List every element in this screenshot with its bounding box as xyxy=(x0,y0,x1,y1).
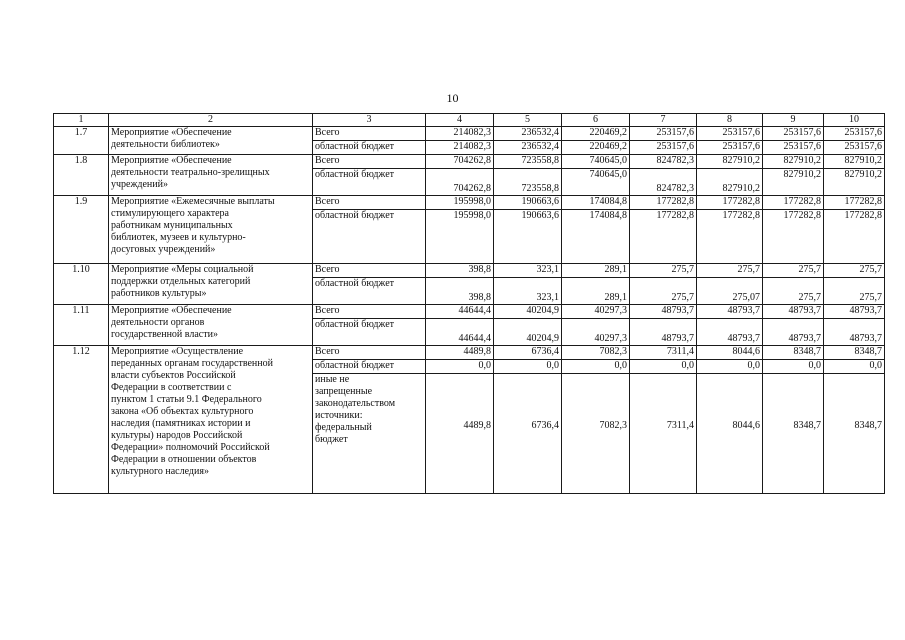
row-name-line: культуры) народов Российской xyxy=(111,430,243,441)
table-row xyxy=(54,155,885,169)
header-cell-2: 2 xyxy=(109,114,313,127)
row-name-line: культурного наследия» xyxy=(111,466,209,477)
header-cell-4: 4 xyxy=(426,114,494,127)
row-name-line: досуговых учреждений» xyxy=(111,244,216,255)
value-cell: 214082,3 xyxy=(426,141,494,155)
value-cell: 177282,8 xyxy=(763,210,824,264)
value-cell: 6736,4 xyxy=(494,374,562,494)
value-cell: 8044,6 xyxy=(697,374,763,494)
table-row xyxy=(54,346,885,360)
source-label-line: федеральный xyxy=(315,422,372,433)
value-cell: 827910,2 xyxy=(824,155,885,169)
source-label: Всего xyxy=(313,305,426,319)
source-label: областной бюджет xyxy=(313,210,426,264)
value-cell: 275,7 xyxy=(630,264,697,278)
row-name-line: Мероприятие «Обеспечение xyxy=(111,155,232,166)
header-cell-5: 5 xyxy=(494,114,562,127)
table-row xyxy=(54,196,885,210)
value-cell: 177282,8 xyxy=(630,210,697,264)
row-number: 1.10 xyxy=(54,264,109,305)
source-label-line: запрещенные xyxy=(315,386,373,397)
value-cell: 48793,7 xyxy=(763,319,824,346)
value-cell: 0,0 xyxy=(630,360,697,374)
source-label: областной бюджет xyxy=(313,141,426,155)
value-cell: 398,8 xyxy=(426,278,494,305)
value-cell: 48793,7 xyxy=(697,319,763,346)
value-cell: 275,7 xyxy=(697,264,763,278)
header-cell-1: 1 xyxy=(54,114,109,127)
row-name-line: деятельности театрально-зрелищных xyxy=(111,167,270,178)
value-cell: 4489,8 xyxy=(426,346,494,360)
value-cell: 48793,7 xyxy=(824,319,885,346)
value-cell: 253157,6 xyxy=(697,127,763,141)
budget-table xyxy=(53,113,885,494)
value-cell: 195998,0 xyxy=(426,210,494,264)
row-name-line: учреждений» xyxy=(111,179,168,190)
source-label: областной бюджет xyxy=(313,319,426,346)
value-cell: 6736,4 xyxy=(494,346,562,360)
value-cell: 177282,8 xyxy=(697,210,763,264)
row-name-line: Федерации» полномочий Российской xyxy=(111,442,270,453)
value-cell: 8348,7 xyxy=(763,374,824,494)
value-cell: 723558,8 xyxy=(494,169,562,196)
value-cell: 7311,4 xyxy=(630,374,697,494)
value-cell: 48793,7 xyxy=(630,319,697,346)
value-cell: 8348,7 xyxy=(824,346,885,360)
table-row xyxy=(54,127,885,141)
value-cell: 253157,6 xyxy=(763,141,824,155)
row-name-line: Мероприятие «Осуществление xyxy=(111,346,244,357)
source-label: Всего xyxy=(313,346,426,360)
value-cell: 48793,7 xyxy=(763,305,824,319)
value-cell: 704262,8 xyxy=(426,155,494,169)
value-cell: 323,1 xyxy=(494,278,562,305)
source-label-line: бюджет xyxy=(315,434,348,445)
value-cell: 0,0 xyxy=(494,360,562,374)
row-name-line: работников культуры» xyxy=(111,288,207,299)
value-cell: 214082,3 xyxy=(426,127,494,141)
row-name xyxy=(109,305,313,346)
value-cell: 0,0 xyxy=(426,360,494,374)
value-cell: 253157,6 xyxy=(630,127,697,141)
value-cell: 289,1 xyxy=(562,278,630,305)
value-cell: 253157,6 xyxy=(630,141,697,155)
value-cell: 398,8 xyxy=(426,264,494,278)
row-name-line: деятельности органов xyxy=(111,317,205,328)
value-cell: 8348,7 xyxy=(763,346,824,360)
row-name xyxy=(109,196,313,264)
value-cell: 253157,6 xyxy=(824,127,885,141)
row-name-line: работникам муниципальных xyxy=(111,220,233,231)
row-name-line: Федерации в соответствии с xyxy=(111,382,232,393)
value-cell: 0,0 xyxy=(697,360,763,374)
header-cell-3: 3 xyxy=(313,114,426,127)
header-cell-6: 6 xyxy=(562,114,630,127)
value-cell: 48793,7 xyxy=(697,305,763,319)
value-cell: 0,0 xyxy=(562,360,630,374)
source-label: областной бюджет xyxy=(313,278,426,305)
source-label-line: законодательством xyxy=(315,398,396,409)
value-cell: 740645,0 xyxy=(562,169,630,196)
value-cell: 740645,0 xyxy=(562,155,630,169)
value-cell: 7082,3 xyxy=(562,346,630,360)
value-cell: 253157,6 xyxy=(824,141,885,155)
row-name xyxy=(109,155,313,196)
table-row xyxy=(54,305,885,319)
source-label: областной бюджет xyxy=(313,360,426,374)
value-cell: 275,07 xyxy=(697,278,763,305)
value-cell: 40204,9 xyxy=(494,305,562,319)
value-cell: 704262,8 xyxy=(426,169,494,196)
row-name-line: закона «Об объектах культурного xyxy=(111,406,254,417)
value-cell: 827910,2 xyxy=(824,169,885,196)
value-cell: 723558,8 xyxy=(494,155,562,169)
value-cell: 44644,4 xyxy=(426,319,494,346)
value-cell: 7311,4 xyxy=(630,346,697,360)
header-cell-7: 7 xyxy=(630,114,697,127)
row-name-line: Мероприятие «Ежемесячные выплаты xyxy=(111,196,275,207)
value-cell: 190663,6 xyxy=(494,196,562,210)
row-name-line: деятельности библиотек» xyxy=(111,139,220,150)
value-cell: 236532,4 xyxy=(494,141,562,155)
source-label: Всего xyxy=(313,127,426,141)
value-cell: 7082,3 xyxy=(562,374,630,494)
value-cell: 275,7 xyxy=(763,264,824,278)
row-name-line: переданных органам государственной xyxy=(111,358,273,369)
value-cell: 220469,2 xyxy=(562,141,630,155)
header-row xyxy=(54,114,885,127)
row-name-line: библиотек, музеев и культурно- xyxy=(111,232,246,243)
value-cell: 275,7 xyxy=(763,278,824,305)
value-cell: 220469,2 xyxy=(562,127,630,141)
row-name xyxy=(109,346,313,494)
header-cell-9: 9 xyxy=(763,114,824,127)
source-label: Всего xyxy=(313,155,426,169)
value-cell: 8348,7 xyxy=(824,374,885,494)
value-cell: 0,0 xyxy=(824,360,885,374)
value-cell: 827910,2 xyxy=(697,169,763,196)
row-name-line: власти субъектов Российской xyxy=(111,370,236,381)
value-cell: 253157,6 xyxy=(697,141,763,155)
row-name-line: Федерации в отношении объектов xyxy=(111,454,257,465)
row-name-line: государственной власти» xyxy=(111,329,218,340)
row-name-line: поддержки отдельных категорий xyxy=(111,276,251,287)
page-number: 10 xyxy=(446,91,459,105)
value-cell: 824782,3 xyxy=(630,169,697,196)
value-cell: 275,7 xyxy=(824,278,885,305)
source-label: Всего xyxy=(313,196,426,210)
source-label-line: иные не xyxy=(315,374,350,385)
row-name-line: Мероприятие «Меры социальной xyxy=(111,264,254,275)
value-cell: 275,7 xyxy=(824,264,885,278)
value-cell: 827910,2 xyxy=(697,155,763,169)
value-cell: 275,7 xyxy=(630,278,697,305)
row-name-line: пунктом 1 статьи 9.1 Федерального xyxy=(111,394,262,405)
row-name xyxy=(109,264,313,305)
row-number: 1.9 xyxy=(54,196,109,264)
value-cell: 824782,3 xyxy=(630,155,697,169)
value-cell: 8044,6 xyxy=(697,346,763,360)
value-cell: 48793,7 xyxy=(824,305,885,319)
value-cell: 177282,8 xyxy=(697,196,763,210)
value-cell: 253157,6 xyxy=(763,127,824,141)
source-label: Всего xyxy=(313,264,426,278)
value-cell: 177282,8 xyxy=(824,210,885,264)
value-cell: 177282,8 xyxy=(630,196,697,210)
source-label-line: источники: xyxy=(315,410,363,421)
value-cell: 236532,4 xyxy=(494,127,562,141)
value-cell: 44644,4 xyxy=(426,305,494,319)
value-cell: 174084,8 xyxy=(562,196,630,210)
row-name-line: Мероприятие «Обеспечение xyxy=(111,127,232,138)
value-cell: 40297,3 xyxy=(562,319,630,346)
value-cell: 827910,2 xyxy=(763,155,824,169)
row-name-line: стимулирующего характера xyxy=(111,208,229,219)
value-cell: 40204,9 xyxy=(494,319,562,346)
value-cell: 190663,6 xyxy=(494,210,562,264)
value-cell: 4489,8 xyxy=(426,374,494,494)
value-cell: 177282,8 xyxy=(763,196,824,210)
value-cell: 0,0 xyxy=(763,360,824,374)
value-cell: 323,1 xyxy=(494,264,562,278)
row-name-line: наследия (памятниках истории и xyxy=(111,418,251,429)
row-name xyxy=(109,127,313,155)
row-number: 1.8 xyxy=(54,155,109,196)
row-name-line: Мероприятие «Обеспечение xyxy=(111,305,232,316)
source-label: областной бюджет xyxy=(313,169,426,196)
source-label xyxy=(313,374,426,494)
row-number: 1.11 xyxy=(54,305,109,346)
table-row xyxy=(54,264,885,278)
value-cell: 48793,7 xyxy=(630,305,697,319)
row-number: 1.7 xyxy=(54,127,109,155)
value-cell: 40297,3 xyxy=(562,305,630,319)
header-cell-10: 10 xyxy=(824,114,885,127)
value-cell: 289,1 xyxy=(562,264,630,278)
header-cell-8: 8 xyxy=(697,114,763,127)
row-number: 1.12 xyxy=(54,346,109,494)
value-cell: 177282,8 xyxy=(824,196,885,210)
value-cell: 174084,8 xyxy=(562,210,630,264)
value-cell: 195998,0 xyxy=(426,196,494,210)
value-cell: 827910,2 xyxy=(763,169,824,196)
